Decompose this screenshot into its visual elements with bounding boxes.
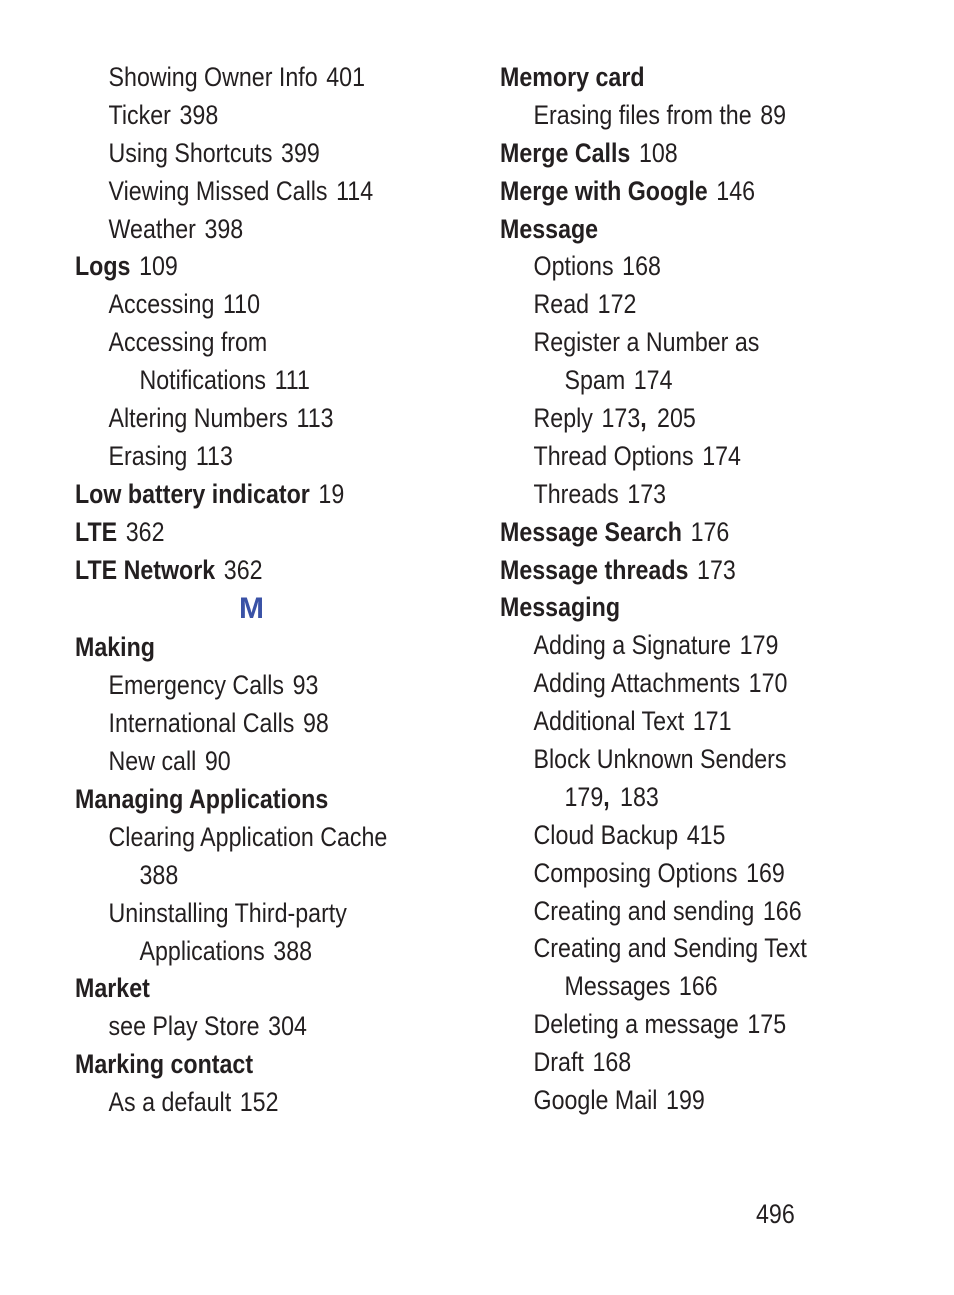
index-subentry [500,1044,861,1082]
index-subentry [500,703,861,741]
index-subentry [75,400,419,438]
index-subentry [75,667,419,705]
index-entry-main [500,552,861,590]
index-subentry [75,743,419,781]
page-reference[interactable]: 110 [222,289,260,320]
index-term: Ticker [108,99,171,130]
index-column-right [500,59,920,1120]
index-subentry [500,665,861,703]
index-term: Adding Attachments [533,668,741,699]
index-term: Adding a Signature [533,630,732,661]
page-reference[interactable]: 93 [292,670,319,701]
index-subentry [75,895,419,933]
index-term: Reply [533,403,593,434]
index-term: Weather [108,213,196,244]
index-term: New call [108,746,197,777]
index-term: Block Unknown Senders [533,744,787,775]
index-term: Altering Numbers [108,403,288,434]
page-reference[interactable]: 174 [702,440,741,471]
page-reference[interactable]: 183 [620,781,659,812]
index-subentry [500,968,861,1006]
index-subentry [75,819,419,857]
index-term: Notifications [139,365,266,396]
page-reference[interactable]: 398 [204,213,244,244]
index-term: Showing Owner Info [108,62,318,92]
index-subentry [500,893,861,931]
page-reference[interactable]: 111 [274,365,310,396]
index-entry-main [500,135,861,173]
index-term: Uninstalling Third-party [108,897,347,928]
index-subentry [75,173,419,211]
index-entry-main [500,589,861,627]
page-reference[interactable]: 388 [139,859,179,890]
index-term: Messaging [500,592,621,623]
page-reference[interactable]: 170 [748,668,788,699]
index-term: Erasing files from the [533,99,752,130]
index-term: Making [75,632,155,663]
index-term: Thread Options [533,440,694,471]
index-subentry [75,324,419,362]
index-term: Memory card [500,62,645,92]
index-term: Spam [564,365,626,396]
index-term: As a default [108,1087,232,1118]
index-subentry [75,1084,419,1122]
page-reference[interactable]: 399 [281,137,320,168]
index-subentry [500,476,861,514]
index-term: Additional Text [533,706,685,737]
index-subentry [500,855,861,893]
page-reference[interactable]: 146 [716,175,756,206]
page-reference[interactable]: 109 [139,251,178,282]
index-subentry [500,248,861,286]
page-reference[interactable]: 19 [318,478,345,509]
index-subentry [500,1082,861,1120]
index-term: Market [75,973,150,1004]
page-reference[interactable]: 108 [638,137,678,168]
page-reference[interactable]: 166 [678,971,718,1002]
page-separator: , [603,781,610,812]
page-reference[interactable]: 175 [747,1009,787,1040]
page-reference[interactable]: 171 [692,706,732,737]
index-term: Accessing [108,289,215,320]
index-term: Cloud Backup [533,819,679,850]
page-reference[interactable]: 362 [125,516,165,547]
index-term: Composing Options [533,857,738,888]
page-reference[interactable]: 168 [592,1047,632,1078]
page-reference[interactable]: 176 [690,516,730,547]
page-reference[interactable]: 152 [239,1087,279,1118]
index-entry-main [75,970,419,1008]
index-subentry [75,286,419,324]
page-reference[interactable]: 415 [686,819,726,850]
index-term: Draft [533,1047,584,1078]
page-number: 496 [756,1199,795,1229]
index-term: Marking contact [75,1049,254,1080]
index-term: Creating and Sending Text [533,933,807,964]
index-subentry [500,400,861,438]
index-entry-main [75,629,419,667]
page-reference[interactable]: 89 [760,99,787,130]
index-term: Message threads [500,554,689,585]
index-entry-main [500,211,861,249]
page-reference[interactable]: 174 [633,365,673,396]
page-reference[interactable]: 113 [296,403,334,434]
index-term: Logs [75,251,131,282]
page-reference[interactable]: 168 [622,251,661,282]
page-separator: , [640,403,647,434]
index-term: Google Mail [533,1085,658,1116]
page-reference[interactable]: 169 [746,857,785,888]
index-subentry [75,933,419,971]
index-term: Message [500,213,599,244]
page-reference[interactable]: 179 [739,630,779,661]
page-reference[interactable]: 199 [666,1085,705,1116]
index-term: Threads [533,478,619,509]
index-entry-main [75,248,419,286]
index-subentry [500,779,861,817]
page-reference[interactable]: 304 [268,1011,307,1042]
page-reference[interactable]: 173 [627,478,667,509]
index-subentry [75,59,419,97]
page-reference[interactable]: 398 [179,99,219,130]
page-reference[interactable]: 388 [273,935,313,966]
index-term: Applications [139,935,265,966]
page-reference[interactable]: 114 [336,175,374,206]
index-term: Using Shortcuts [108,137,273,168]
index-term: Accessing from [108,327,268,358]
index-entry-main [500,514,861,552]
index-subentry [500,741,861,779]
index-subentry [500,627,861,665]
page-reference[interactable]: 362 [223,554,263,585]
index-entry-main [75,1046,419,1084]
index-term: Messages [564,971,671,1002]
page-reference[interactable]: 90 [204,746,231,777]
index-term: Clearing Application Cache [108,821,388,852]
index-subentry [500,817,861,855]
index-term: Merge Calls [500,137,631,168]
index-subentry [75,97,419,135]
index-term: LTE [75,516,118,547]
index-subentry [75,705,419,743]
index-term: Deleting a message [533,1009,739,1040]
page-reference[interactable]: 205 [657,403,696,434]
index-term: Emergency Calls [108,670,285,701]
index-entry-main [75,552,419,590]
section-letter: M [239,592,264,626]
index-term: Managing Applications [75,784,329,815]
index-term: Merge with Google [500,175,708,206]
index-subentry [500,362,861,400]
index-term: Erasing [108,440,188,471]
index-subentry [500,324,861,362]
index-entry-main [75,514,419,552]
index-subentry [75,211,419,249]
page-reference[interactable]: 179 [564,781,604,812]
page-reference[interactable]: 98 [303,708,329,739]
page-reference[interactable]: 166 [762,895,802,926]
index-term: see Play Store [108,1011,260,1042]
index-subentry [500,97,861,135]
index-term: Viewing Missed Calls [108,175,328,206]
index-subentry [75,438,419,476]
index-entry-main [500,59,861,97]
index-entry-main [75,781,419,819]
index-subentry [500,1006,861,1044]
index-term: Read [533,289,590,320]
page-reference[interactable]: 401 [326,62,365,92]
page-reference[interactable]: 113 [195,440,233,471]
index-subentry [75,857,419,895]
index-subentry [75,362,419,400]
index-subentry [75,135,419,173]
index-subentry [500,438,861,476]
index-entry-main [500,173,861,211]
index-term: Register a Number as [533,327,760,358]
index-entry-main [75,476,419,514]
index-term: Low battery indicator [75,478,310,509]
index-subentry [500,286,861,324]
index-subentry [75,1008,419,1046]
page-reference[interactable]: 173 [697,554,736,585]
page-reference[interactable]: 172 [597,289,637,320]
index-term: Creating and sending [533,895,755,926]
index-subentry [500,930,861,968]
index-term: Options [533,251,614,282]
index-term: International Calls [108,708,295,739]
index-term: LTE Network [75,554,216,585]
index-term: Message Search [500,516,682,547]
index-column-left [75,59,475,1122]
page-reference[interactable]: 173 [601,403,641,434]
